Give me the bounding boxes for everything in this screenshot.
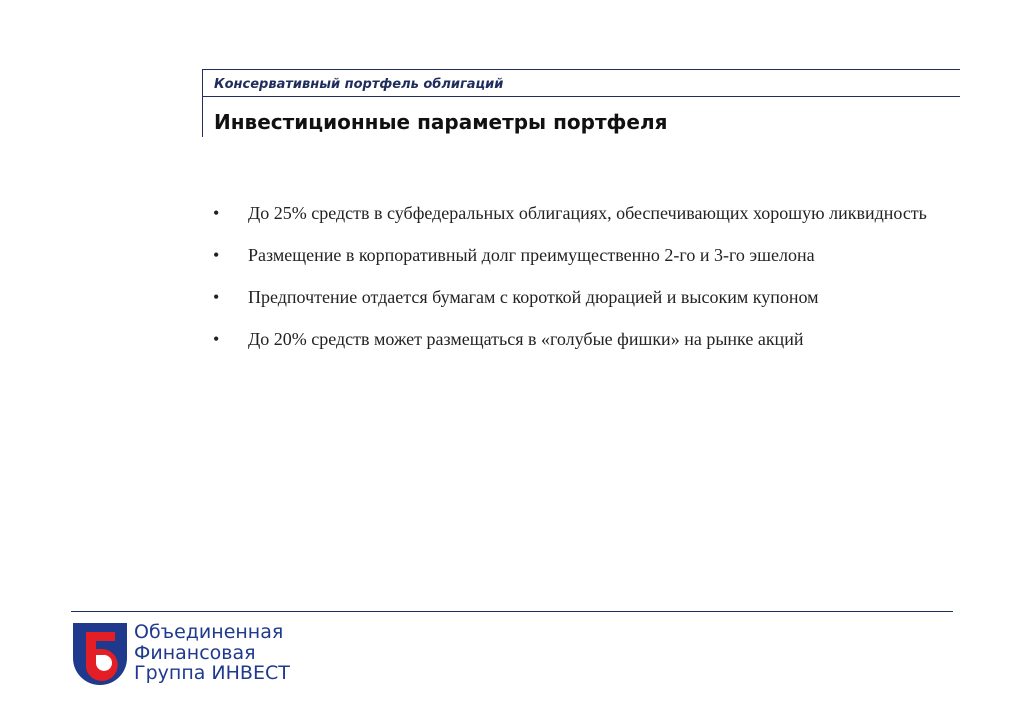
company-name [134,622,290,684]
bullet-list [210,202,956,370]
company-name-line: Финансовая [134,641,256,664]
slide-header [202,69,960,137]
footer-divider [71,611,953,612]
bullet-text: Предпочтение отдается бумагам с короткой дюрацией и высоким купоном [248,287,819,307]
bullet-dot-icon: • [213,287,220,307]
bullet-item [210,244,956,267]
bullet-text: Размещение в корпоративный долг преимущественно 2-го и 3-го эшелона [248,245,815,265]
bullet-dot-icon: • [213,329,220,349]
bullet-item [210,286,956,309]
subtitle-row [203,70,960,97]
page-title: Инвестиционные параметры портфеля [214,110,668,134]
bullet-text: До 20% средств может размещаться в «голубые фишки» на рынке акций [248,329,804,349]
slide-subtitle: Консервативный портфель облигаций [214,77,504,92]
company-name-line: Объединенная [134,621,284,643]
bullet-item [210,202,956,225]
company-name-line: Группа ИНВЕСТ [134,662,290,684]
ofg-invest-logo-icon [72,622,128,686]
bullet-dot-icon: • [213,203,220,223]
bullet-text: До 25% средств в субфедеральных облигациях, обеспечивающих хорошую ликвидность [248,203,927,223]
bullet-item [210,328,956,351]
bullet-dot-icon: • [213,245,220,265]
